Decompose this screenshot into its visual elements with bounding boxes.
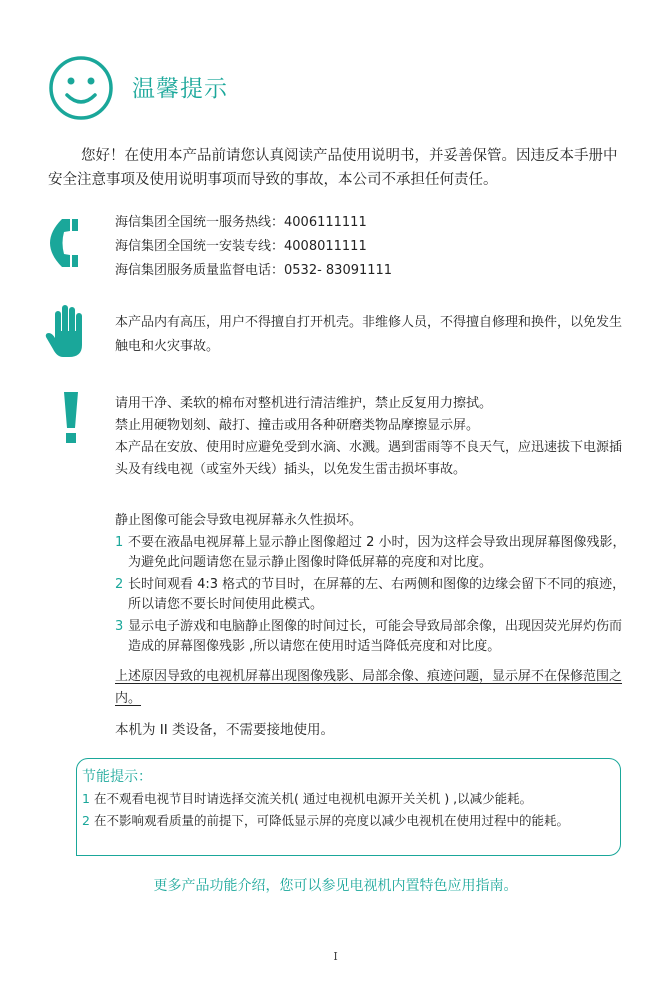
list-item — [115, 575, 630, 615]
smiley-icon — [48, 55, 114, 121]
page-number: I — [333, 950, 338, 963]
warranty-note-text: 上述原因导致的电视机屏幕出现图像残影、局部余像、痕迹问题，显示屏不在保修范围之内。 — [115, 669, 623, 706]
exclamation-icon — [63, 392, 79, 444]
cleaning-warning-1: 请用干净、柔软的棉布对整机进行清洁维护，禁止反复用力擦拭。 — [115, 396, 493, 411]
static-image-list — [115, 533, 630, 659]
hotline-quality: 海信集团服务质量监督电话：0532- 83091111 — [115, 263, 393, 278]
hotline-service: 海信集团全国统一服务热线：4006111111 — [115, 215, 367, 230]
class-note: 本机为 II 类设备，不需要接地使用。 — [115, 722, 335, 738]
list-text: 在不观看电视节目时请选择交流关机( 通过电视机电源开关关机 ) ,以减少能耗。 — [94, 791, 533, 806]
list-text: 在不影响观看质量的前提下，可降低显示屏的亮度以减少电视机在使用过程中的能耗。 — [94, 813, 570, 828]
list-item — [82, 790, 617, 808]
list-item — [82, 812, 617, 830]
cleaning-warnings — [115, 393, 630, 481]
hotline-install: 海信集团全国统一安装专线：4008011111 — [115, 239, 367, 254]
hand-icon — [45, 303, 91, 359]
list-text: 不要在液晶电视屏幕上显示静止图像超过 2 小时，因为这样会导致出现屏幕图像残影，为避免此问题请您在显示静止图像时降低屏幕的亮度和对比度。 — [128, 535, 626, 570]
phone-icon — [48, 215, 80, 271]
cleaning-warning-3: 本产品在安放、使用时应避免受到水滴、水溅。遇到雷雨等不良天气，应迅速拔下电源插头及有线电视（或室外天线）插头，以免发生雷击损坏事故。 — [115, 440, 623, 477]
list-number: 1 — [82, 791, 90, 806]
list-text: 显示电子游戏和电脑静止图像的时间过长，可能会导致局部余像，出现因荧光屏灼伤而造成的屏幕图像残影 ,所以请您在使用时适当降低亮度和对比度。 — [128, 619, 623, 654]
list-number: 1 — [115, 535, 124, 550]
energy-list — [82, 790, 617, 834]
list-number: 2 — [115, 577, 124, 592]
list-item — [115, 617, 630, 657]
warranty-note — [115, 666, 630, 710]
intro-paragraph: 您好！在使用本产品前请您认真阅读产品使用说明书，并妥善保管。因违反本手册中安全注意事项及使用说明事项而导致的事故，本公司不承担任何责任。 — [48, 148, 618, 188]
footer-note: 更多产品功能介绍，您可以参见电视机内置特色应用指南。 — [153, 878, 518, 894]
static-image-title: 静止图像可能会导致电视屏幕永久性损坏。 — [115, 513, 363, 528]
hotline-list — [115, 211, 630, 283]
page-title: 温馨提示 — [132, 76, 228, 102]
list-item — [115, 533, 630, 573]
voltage-warning: 本产品内有高压，用户不得擅自打开机壳。非维修人员，不得擅自修理和换件，以免发生触电和火灾事故。 — [115, 315, 623, 354]
cleaning-warning-2: 禁止用硬物划刻、敲打、撞击或用各种研磨类物品摩擦显示屏。 — [115, 418, 480, 433]
list-number: 2 — [82, 813, 90, 828]
list-number: 3 — [115, 619, 124, 634]
list-text: 长时间观看 4:3 格式的节目时，在屏幕的左、右两侧和图像的边缘会留下不同的痕迹，所以请您不要长时间使用此模式。 — [128, 577, 626, 612]
energy-title: 节能提示： — [82, 769, 152, 785]
